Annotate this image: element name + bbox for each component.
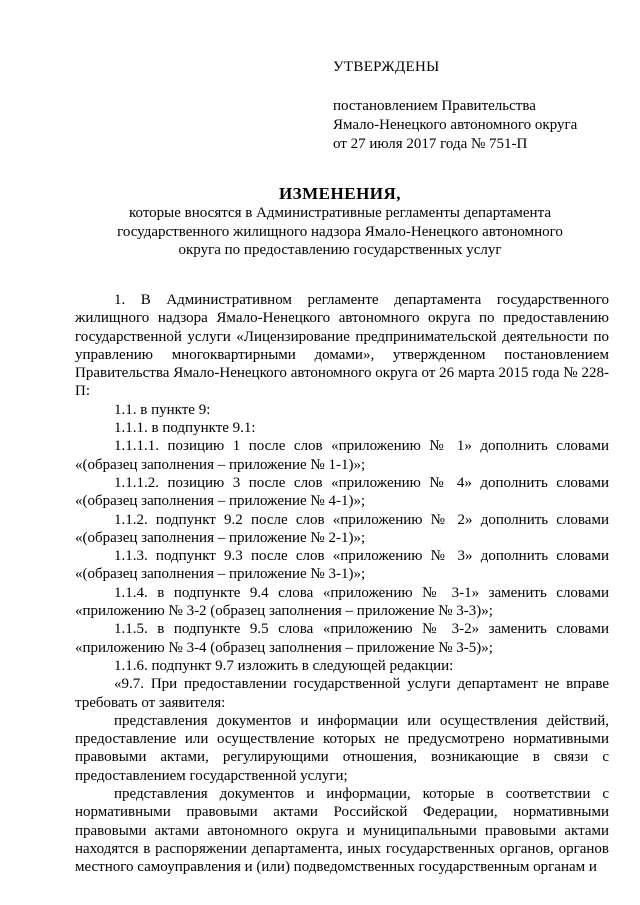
subtitle-line: государственного жилищного надзора Ямало-Ненецкого автономного: [117, 223, 563, 240]
approval-block: [333, 58, 577, 154]
title-block: [70, 184, 610, 260]
document-body: [75, 291, 609, 877]
paragraph: 1.1.4. в подпункте 9.4 слова «приложению № 3-1» заменить словами «приложению № 3-2 (образец заполнения – приложение № 3-3)»;: [75, 584, 609, 620]
paragraph: 1. В Административном регламенте департамента государственного жилищного надзора Ямало-Ненецкого автономного округа по предоставлению государственной услуги «Лицензирование предпринимательской деятельности по управлению многоквартирными домами», утвержденном постановлением Правительства Ямало-Ненецкого автономного округа от 26 марта 2015 года № 228-П:: [75, 292, 609, 400]
paragraph: «9.7. При предоставлении государственной услуги департамент не вправе требовать от заявителя:: [75, 676, 609, 711]
paragraph: представления документов и информации или осуществления действий, предоставление или осуществление которых не предусмотрено нормативными правовыми актами, регулирующими отношения, возникающие в связи с предоставлением государственной услуги;: [75, 712, 609, 784]
paragraph: представления документов и информации, которые в соответствии с нормативными правовыми актами Российской Федерации, нормативными правовыми актами автономного округа и муниципальными правовыми актами находятся в распоряжении департамента, иных государственных органов, органов местного самоуправления и (или) подведомственных государственным органам и: [75, 786, 609, 876]
paragraph: 1.1.3. подпункт 9.3 после слов «приложению № 3» дополнить словами «(образец заполнения – приложение № 3-1)»;: [75, 548, 609, 583]
paragraph: 1.1.1.2. позицию 3 после слов «приложению № 4» дополнить словами «(образец заполнения – приложение № 4-1)»;: [75, 474, 609, 510]
paragraph: 1.1.6. подпункт 9.7 изложить в следующей редакции:: [114, 657, 454, 674]
paragraph: 1.1.5. в подпункте 9.5 слова «приложению № 3-2» заменить словами «приложению № 3-4 (образец заполнения – приложение № 3-5)»;: [75, 621, 609, 656]
paragraph: 1.1.1. в подпункте 9.1:: [114, 420, 256, 437]
document-title: ИЗМЕНЕНИЯ,: [278, 184, 402, 203]
approval-line: Ямало-Ненецкого автономного округа: [333, 117, 578, 133]
approval-line: от 27 июля 2017 года № 751-П: [333, 136, 528, 152]
paragraph: 1.1.2. подпункт 9.2 после слов «приложению № 2» дополнить словами «(образец заполнения – приложение № 2-1)»;: [75, 511, 609, 546]
paragraph: 1.1.1.1. позицию 1 после слов «приложению № 1» дополнить словами «(образец заполнения – приложение № 1-1)»;: [75, 438, 609, 473]
subtitle-line: которые вносятся в Административные регламенты департамента: [129, 205, 551, 221]
approval-heading: УТВЕРЖДЕНЫ: [333, 59, 440, 75]
subtitle-line: округа по предоставлению государственных услуг: [178, 242, 502, 258]
paragraph: 1.1. в пункте 9:: [114, 401, 211, 418]
approval-line: постановлением Правительства: [333, 98, 536, 114]
